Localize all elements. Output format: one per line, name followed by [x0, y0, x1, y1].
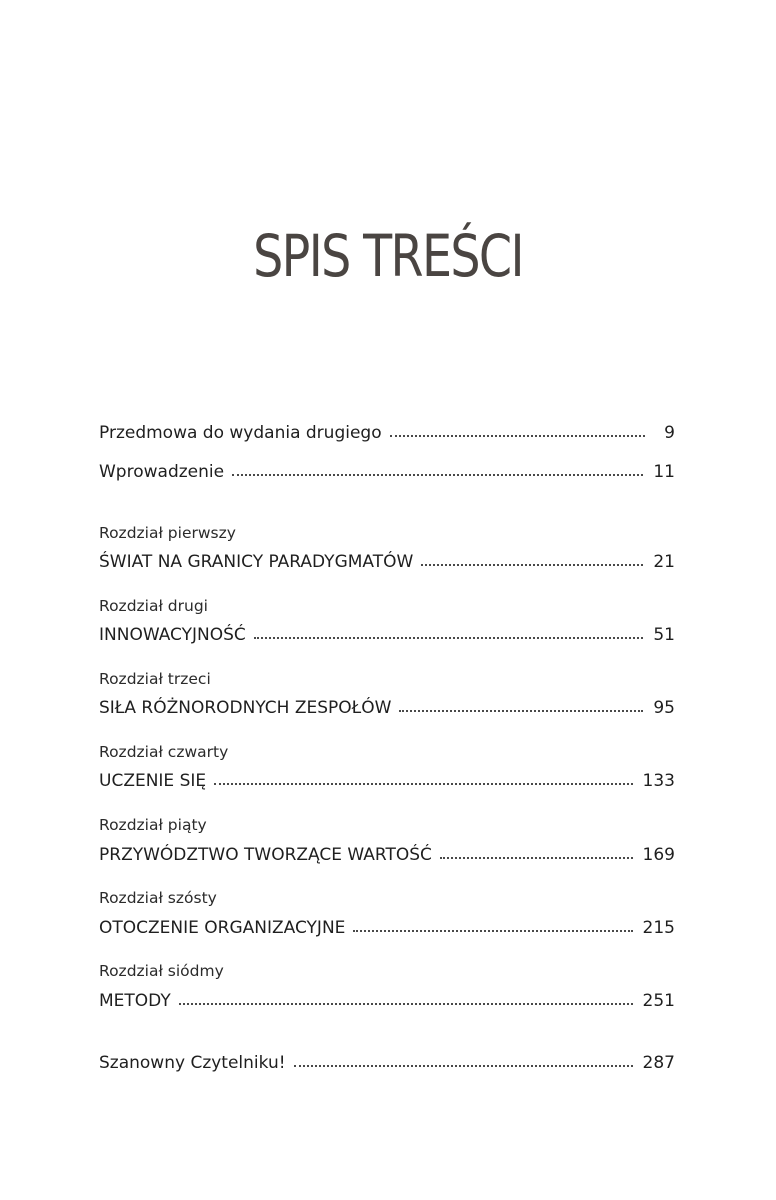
- toc-entry-page: 251: [642, 991, 675, 1011]
- toc-entry-page: 11: [653, 462, 675, 482]
- toc-entry-chapter-2[interactable]: [99, 622, 675, 648]
- toc-entry-page: 51: [653, 625, 675, 645]
- toc-entry-chapter-5[interactable]: [99, 842, 675, 868]
- toc-entry-page: 95: [653, 698, 675, 718]
- toc-entry-chapter-3[interactable]: [99, 695, 675, 721]
- dot-leader: [254, 626, 644, 640]
- chapter-label: Rozdział trzeci: [99, 670, 211, 688]
- toc-entry-label: METODY: [99, 991, 171, 1011]
- chapter-label: Rozdział pierwszy: [99, 524, 236, 542]
- toc-entry-label: INNOWACYJNOŚĆ: [99, 625, 246, 645]
- toc-entry-page: 287: [642, 1053, 675, 1073]
- dot-leader: [214, 772, 632, 786]
- dot-leader: [440, 846, 633, 860]
- toc-entry-page: 133: [642, 771, 675, 791]
- toc-entry-preface[interactable]: [99, 420, 675, 446]
- dot-leader: [390, 424, 645, 438]
- toc-entry-label: PRZYWÓDZTWO TWORZĄCE WARTOŚĆ: [99, 845, 432, 865]
- toc-entry-page: 169: [642, 845, 675, 865]
- chapter-label: Rozdział czwarty: [99, 743, 229, 761]
- dot-leader: [179, 992, 633, 1006]
- chapter-label: Rozdział piąty: [99, 816, 207, 834]
- chapter-label: Rozdział siódmy: [99, 962, 224, 980]
- chapter-label: Rozdział szósty: [99, 889, 217, 907]
- toc-entry-closing[interactable]: [99, 1050, 675, 1076]
- chapter-label: Rozdział drugi: [99, 597, 208, 615]
- toc-entry-chapter-4[interactable]: [99, 768, 675, 794]
- toc-entry-chapter-7[interactable]: [99, 988, 675, 1014]
- dot-leader: [399, 699, 643, 713]
- toc-entry-page: 21: [653, 552, 675, 572]
- toc-entry-label: ŚWIAT NA GRANICY PARADYGMATÓW: [99, 552, 414, 572]
- dot-leader: [421, 553, 643, 567]
- toc-entry-label: SIŁA RÓŻNORODNYCH ZESPOŁÓW: [99, 698, 392, 718]
- toc-entry-introduction[interactable]: [99, 459, 675, 485]
- toc-entry-label: OTOCZENIE ORGANIZACYJNE: [99, 918, 346, 938]
- page-title: SPIS TREŚCI: [253, 222, 523, 290]
- dot-leader: [353, 919, 632, 933]
- toc-entry-chapter-1[interactable]: [99, 549, 675, 575]
- toc-entry-label: UCZENIE SIĘ: [99, 771, 207, 791]
- toc-entry-chapter-6[interactable]: [99, 915, 675, 941]
- dot-leader: [232, 463, 643, 477]
- toc-entry-label: Przedmowa do wydania drugiego: [99, 423, 382, 443]
- toc-entry-label: Szanowny Czytelniku!: [99, 1053, 286, 1073]
- toc-entry-page: 9: [664, 423, 675, 443]
- dot-leader: [294, 1054, 633, 1068]
- toc-entry-page: 215: [642, 918, 675, 938]
- toc-entry-label: Wprowadzenie: [99, 462, 225, 482]
